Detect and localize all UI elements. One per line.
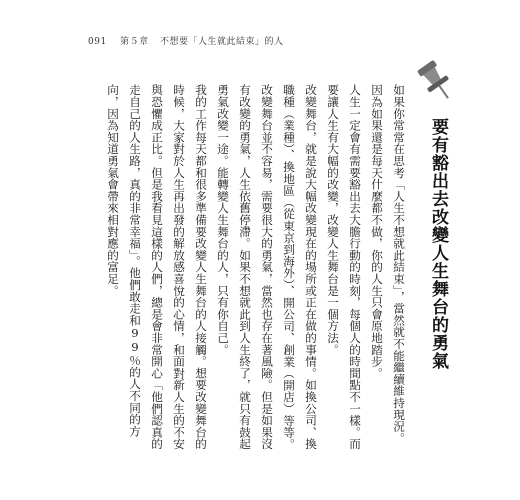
paragraph-3: 改變舞台，就是說大幅改變現在的場所或正在做的事情。如換公司、換職種（業種）、換地區（從東京到海外）、開公司、創業（開店）等等。 — [282, 84, 318, 450]
chapter-label: 第５章 — [120, 37, 149, 47]
body-text — [102, 72, 410, 452]
chapter-title: 不想要「人生就此結束」的人 — [159, 37, 284, 47]
paragraph-4: 改變舞台並不容易，需要很大的勇氣，當然也存在著風險。但是如果沒有改變的勇氣，人生依舊停滯。如果不想就此到人生終了，就只有鼓起勇氣改變一途。能轉變人生舞台的人，只有你自己。 — [216, 84, 274, 450]
paragraph-1: 如果你常常在思考「人生不想就此結束」，當然就不能繼續維持現況。因為如果還是每天什麼都不做，你的人生只會原地踏步。 — [370, 84, 406, 444]
pushpin-icon — [412, 58, 460, 104]
page-number: 091 — [88, 37, 107, 47]
paragraph-2: 人生一定會有需要豁出去大膽行動的時刻，每個人的時間點不一樣。而要讓人生有大幅的改變，改變人生舞台是一個方法。 — [326, 84, 362, 450]
paragraph-5: 我的工作每天都和很多準備要改變人生舞台的人接觸。想要改變舞台的時候，大家對於人生再出發的解放感喜悅的心情，和面對新人生的不安與恐懼成正比。但是我看見這樣的人們，總是會非常開心「他們認真的走自己的人生路，真的非常幸福」。他們敢走和99％的人不同的方向，因為知道勇氣會帶來相對應的富足。 — [106, 84, 208, 450]
section-heading — [412, 58, 460, 458]
running-header — [88, 34, 283, 47]
section-title: 要有豁出去改變人生舞台的勇氣 — [428, 118, 448, 370]
